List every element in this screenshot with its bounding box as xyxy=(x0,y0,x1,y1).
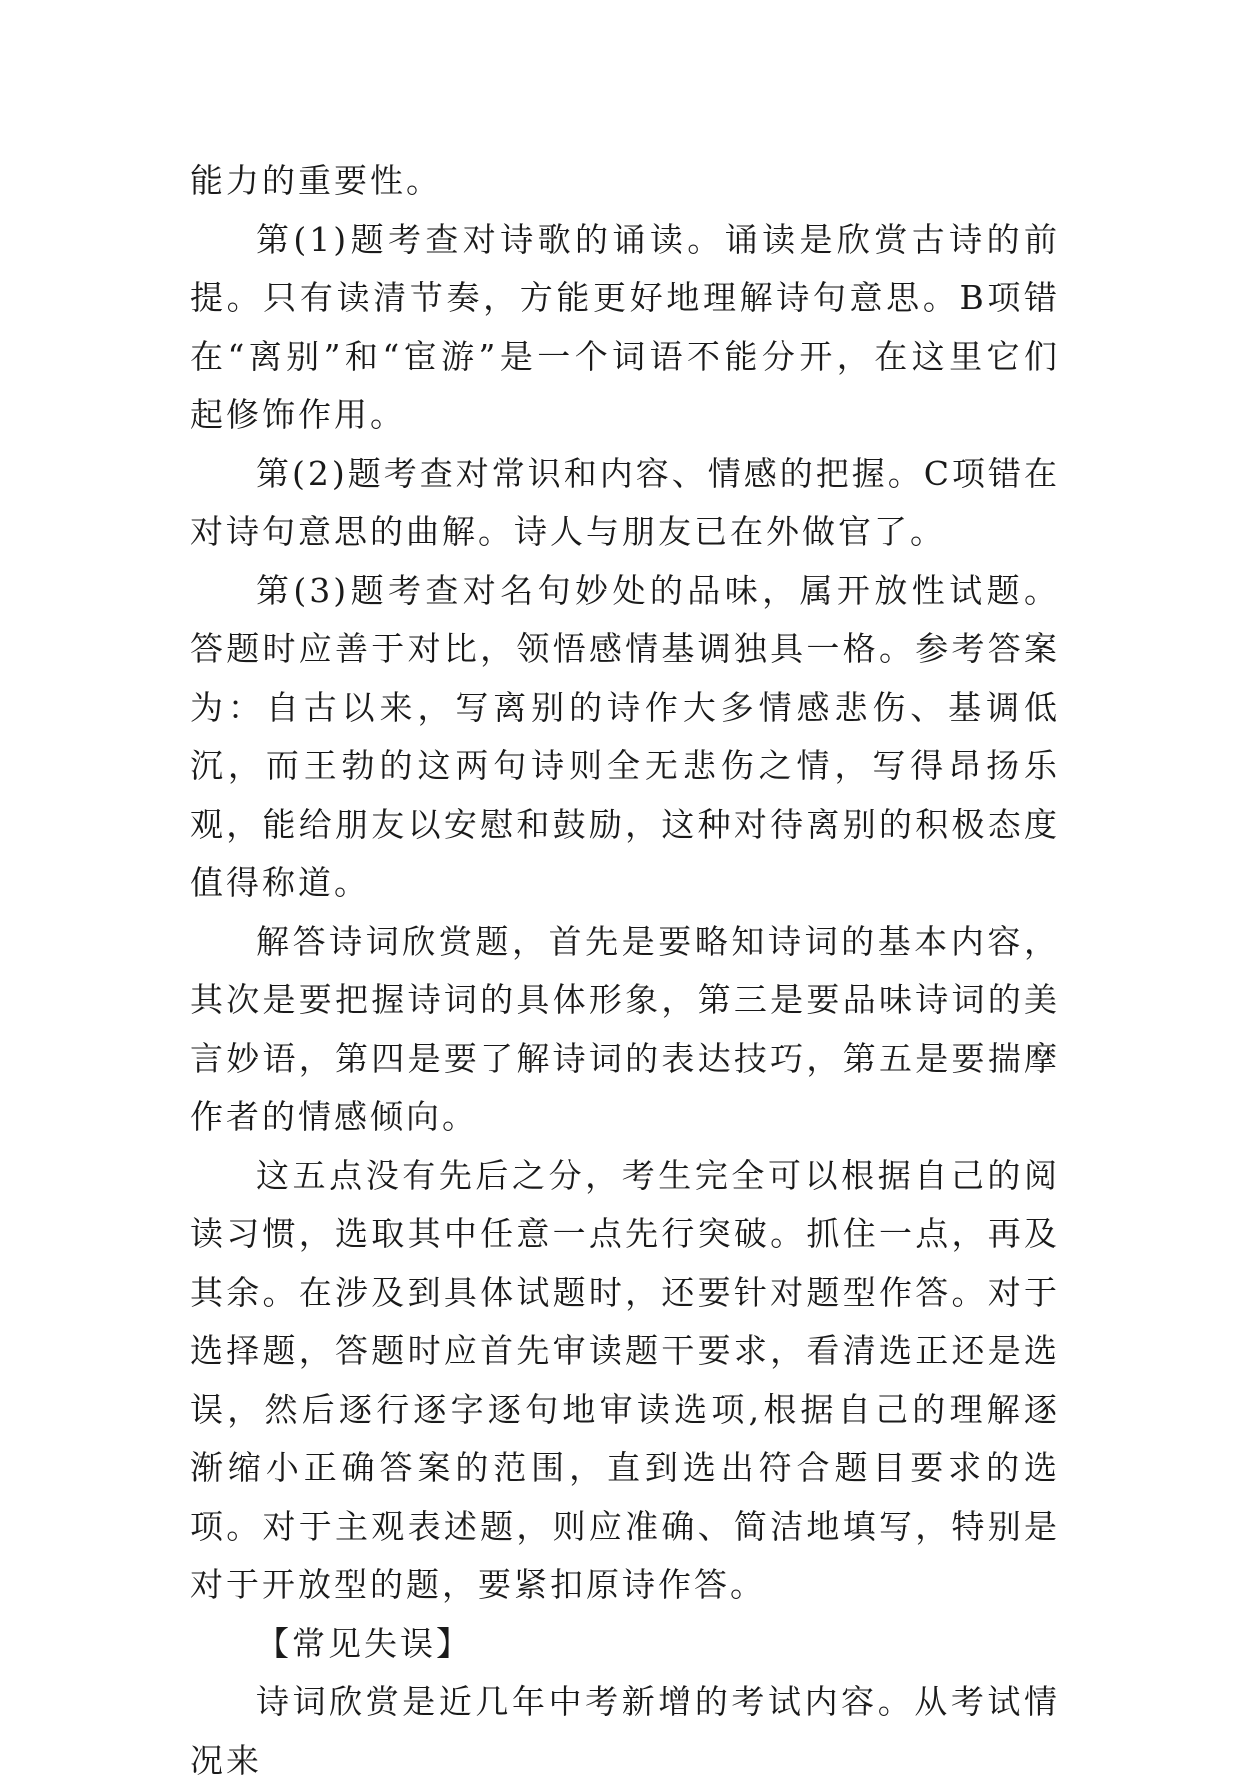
paragraph-method: 解答诗词欣赏题，首先是要略知诗词的基本内容，其次是要把握诗词的具体形象，第三是要品味诗词的美言妙语，第四是要了解诗词的表达技巧，第五是要揣摩作者的情感倾向。 xyxy=(190,921,1060,1136)
paragraph-question-3: 第(3)题考查对名句妙处的品味，属开放性试题。答题时应善于对比，领悟感情基调独具一格。参考答案为：自古以来，写离别的诗作大多情感悲伤、基调低沉，而王勃的这两句诗则全无悲伤之情，写得昂扬乐观，能给朋友以安慰和鼓励，这种对待离别的积极态度值得称道。 xyxy=(190,570,1060,902)
paragraph-continuation: 能力的重要性。 xyxy=(190,161,442,200)
document-page xyxy=(190,152,1060,1790)
section-heading-common-mistakes: 【常见失误】 xyxy=(256,1623,472,1663)
paragraph-common-mistakes: 诗词欣赏是近几年中考新增的考试内容。从考试情况来 xyxy=(190,1682,1060,1780)
paragraph-question-2: 第(2)题考查对常识和内容、情感的把握。C项错在对诗句意思的曲解。诗人与朋友已在外做官了。 xyxy=(190,453,1060,551)
paragraph-strategy: 这五点没有先后之分，考生完全可以根据自己的阅读习惯，选取其中任意一点先行突破。抓住一点，再及其余。在涉及到具体试题时，还要针对题型作答。对于选择题，答题时应首先审读题干要求，看清选正还是选误，然后逐行逐字逐句地审读选项,根据自己的理解逐渐缩小正确答案的范围，直到选出符合题目要求的选项。对于主观表述题，则应准确、简洁地填写，特别是对于开放型的题，要紧扣原诗作答。 xyxy=(190,1155,1060,1604)
paragraph-question-1: 第(1)题考查对诗歌的诵读。诵读是欣赏古诗的前提。只有读清节奏，方能更好地理解诗句意思。B项错在“离别”和“宦游”是一个词语不能分开，在这里它们起修饰作用。 xyxy=(190,219,1060,434)
